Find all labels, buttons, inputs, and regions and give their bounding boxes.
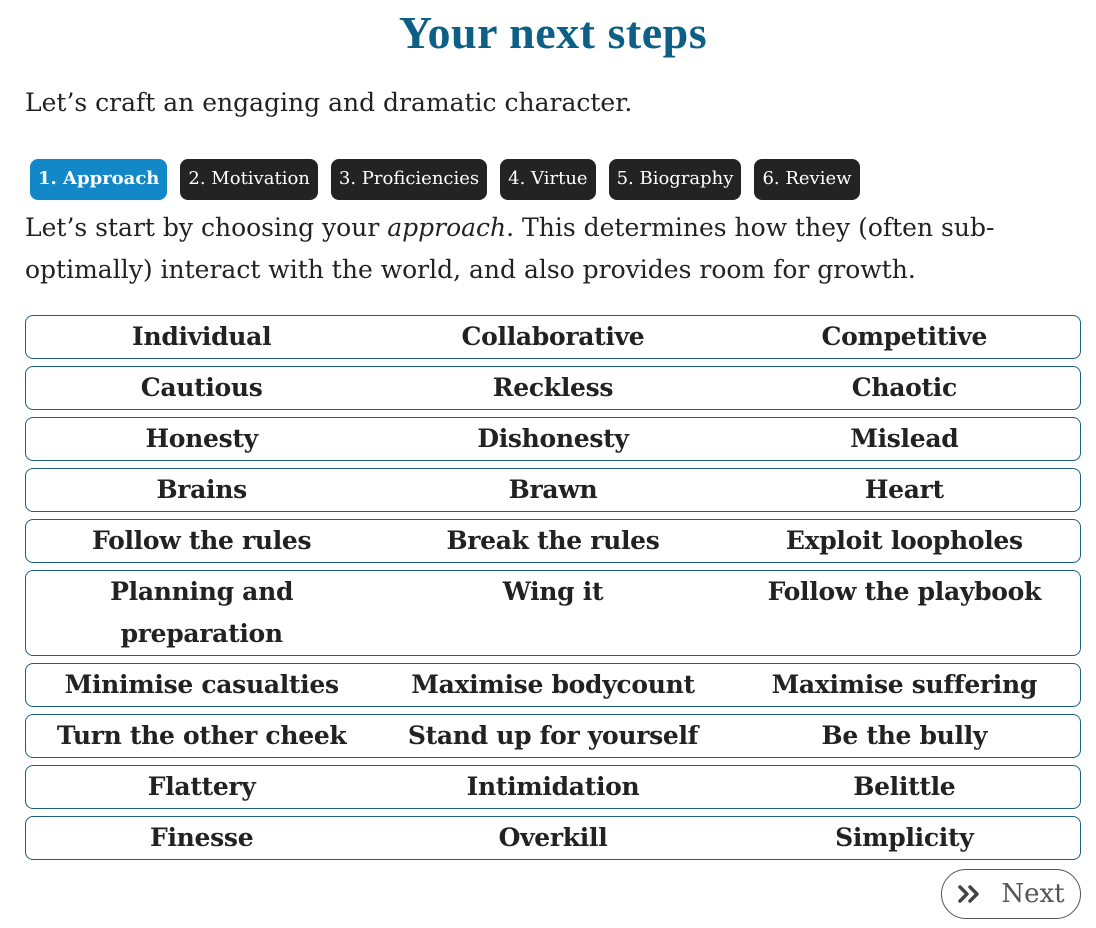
- approach-option-label: Reckless: [492, 373, 614, 402]
- step-tab-biography[interactable]: 5. Biography: [609, 159, 742, 200]
- approach-option-label: Break the rules: [446, 526, 660, 555]
- approach-option-label: Maximise suffering: [771, 670, 1038, 699]
- page-title: Your next steps: [398, 7, 708, 58]
- approach-option-label: Follow the rules: [92, 526, 312, 555]
- approach-option-row[interactable]: [25, 765, 1081, 809]
- approach-option-label: Brawn: [508, 475, 598, 504]
- description-text-start: Let’s start by choosing your: [25, 213, 388, 242]
- approach-option-label: Dishonesty: [477, 424, 629, 453]
- step-navigation: [30, 159, 860, 200]
- approach-option-label: Exploit loopholes: [785, 526, 1023, 555]
- next-button-label: Next: [1001, 879, 1065, 909]
- description-emphasis: approach: [387, 213, 507, 242]
- approach-option-row[interactable]: [25, 417, 1081, 461]
- step-tab-approach[interactable]: 1. Approach: [30, 159, 167, 200]
- intro-text: Let’s craft an engaging and dramatic character.: [25, 88, 633, 117]
- approach-option-row[interactable]: [25, 714, 1081, 758]
- approach-option-label: Mislead: [850, 424, 959, 453]
- approach-option-label: Minimise casualties: [64, 670, 339, 699]
- approach-option-row[interactable]: [25, 468, 1081, 512]
- approach-option-label: Intimidation: [466, 772, 640, 801]
- approach-option-label: Honesty: [145, 424, 258, 453]
- approach-option-label: Individual: [132, 322, 272, 351]
- approach-option-label: Finesse: [150, 823, 254, 852]
- approach-option-label: Wing it: [502, 577, 604, 606]
- approach-option-label: Cautious: [140, 373, 263, 402]
- approach-description: [25, 207, 1025, 291]
- approach-option-label: Simplicity: [835, 823, 974, 852]
- approach-option-row[interactable]: [25, 570, 1081, 656]
- step-tab-motivation[interactable]: 2. Motivation: [180, 159, 317, 200]
- step-tab-review[interactable]: 6. Review: [754, 159, 859, 200]
- approach-option-label: Stand up for yourself: [407, 721, 699, 750]
- approach-option-label: Planning and preparation: [110, 577, 294, 648]
- approach-option-label: Competitive: [821, 322, 988, 351]
- approach-options-list: [25, 315, 1081, 867]
- step-tab-virtue[interactable]: 4. Virtue: [500, 159, 595, 200]
- approach-option-row[interactable]: [25, 366, 1081, 410]
- step-tab-proficiencies[interactable]: 3. Proficiencies: [331, 159, 487, 200]
- approach-option-label: Flattery: [147, 772, 256, 801]
- approach-option-label: Overkill: [498, 823, 608, 852]
- description-text-end: . This determines how they (often sub-optimally) interact with the world, and also provides room for growth.: [25, 213, 995, 284]
- approach-option-label: Turn the other cheek: [56, 721, 347, 750]
- approach-option-label: Follow the playbook: [767, 577, 1042, 606]
- approach-option-label: Belittle: [853, 772, 956, 801]
- approach-option-row[interactable]: [25, 816, 1081, 860]
- double-chevron-right-icon: [957, 884, 983, 904]
- approach-option-row[interactable]: [25, 663, 1081, 707]
- approach-option-label: Heart: [864, 475, 944, 504]
- approach-option-label: Brains: [156, 475, 247, 504]
- next-button[interactable]: [941, 869, 1081, 919]
- approach-option-row[interactable]: [25, 519, 1081, 563]
- approach-option-label: Maximise bodycount: [411, 670, 695, 699]
- approach-option-label: Be the bully: [821, 721, 988, 750]
- approach-option-row[interactable]: [25, 315, 1081, 359]
- approach-option-label: Chaotic: [851, 373, 957, 402]
- approach-option-label: Collaborative: [461, 322, 645, 351]
